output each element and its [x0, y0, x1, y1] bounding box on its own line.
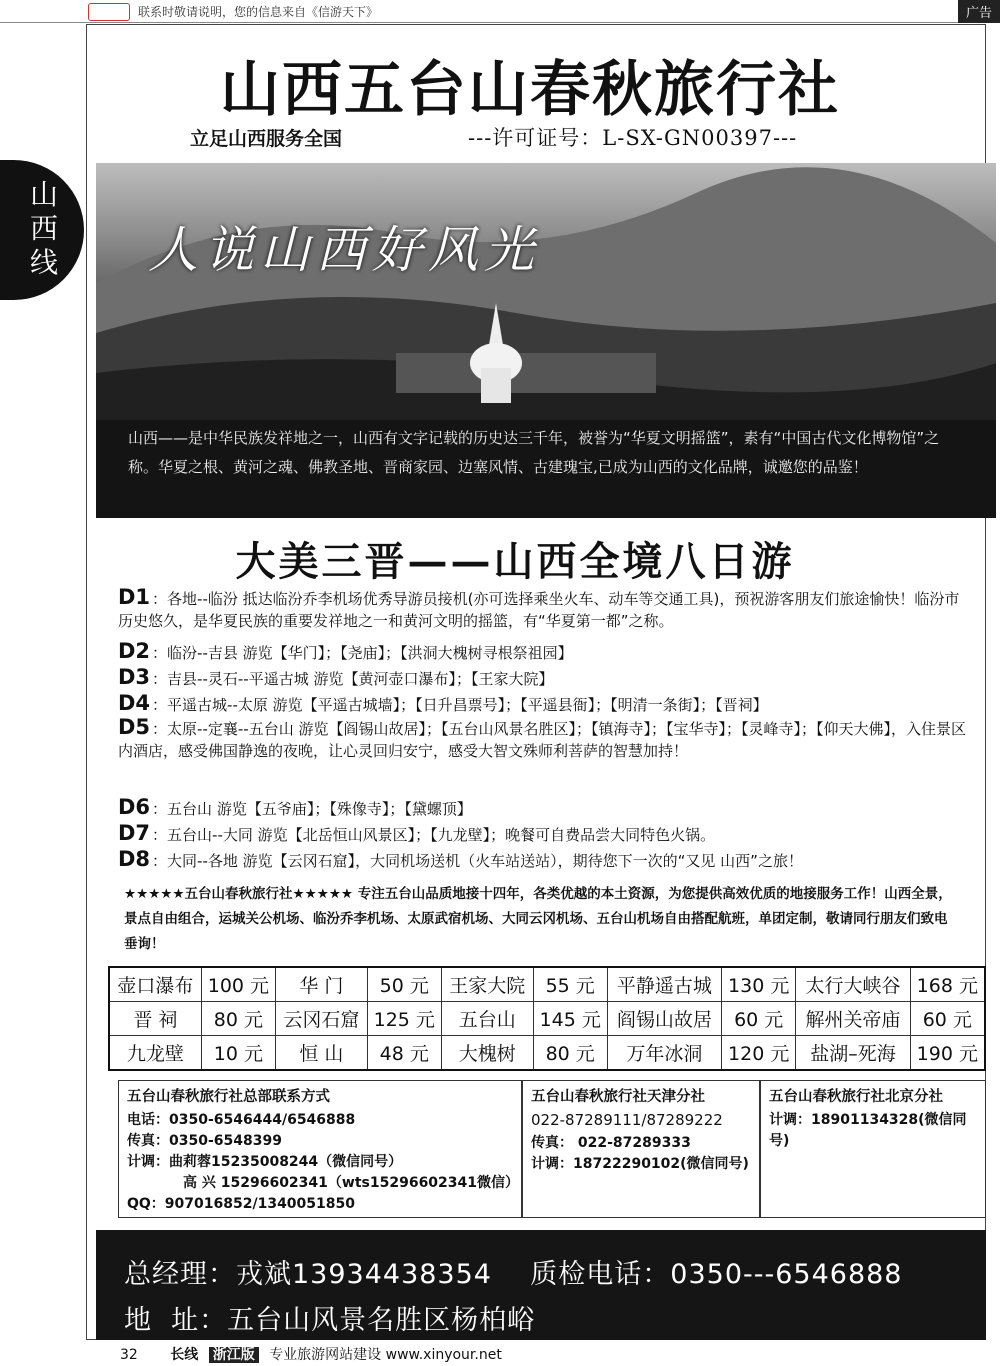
- mountain-temple-illustration: [96, 163, 996, 421]
- tianjin-dispatch: 计调：18722290102(微信同号): [531, 1156, 749, 1172]
- table-row: [109, 1002, 985, 1036]
- section-name: 长线: [170, 1347, 199, 1363]
- ticket-price: 145 元: [533, 1002, 607, 1036]
- price-table: [108, 966, 986, 1071]
- attraction-name: 九龙壁: [109, 1036, 201, 1071]
- attraction-name: 平静遥古城: [607, 967, 721, 1002]
- beijing-heading: 五台山春秋旅行社北京分社: [769, 1089, 943, 1105]
- hq-fax: 传真：0350-6548399: [127, 1133, 282, 1149]
- attraction-name: 云冈石窟: [275, 1002, 367, 1036]
- beijing-dispatch: 计调：18901134328(微信同号): [769, 1112, 967, 1149]
- ticket-price: 130 元: [722, 967, 796, 1002]
- attraction-name: 五台山: [441, 1002, 533, 1036]
- beijing-contact-box: [760, 1080, 986, 1218]
- agency-title: 山西五台山春秋旅行社: [220, 55, 840, 125]
- itinerary-day-4: D4 ：平遥古城--太原 游览【平遥古城墙】；【日升昌票号】；【平遥县衙】；【明清一条街】；【晋祠】: [118, 691, 768, 715]
- ad-label: 广告: [958, 0, 1000, 23]
- hero-calligraphy: 人说山西好风光: [148, 221, 540, 279]
- promo-text: ★★★★★五台山春秋旅行社★★★★★ 专注五台山品质地接十四年，各类优越的本土资源，为您提供高效优质的地接服务工作！山西全景，景点自由组合，运城关公机场、临汾乔李机场、太原武宿机场、大同云冈机场、五台山机场自由搭配航班，单团定制，敬请同行朋友们致电垂询！: [124, 886, 952, 952]
- attraction-name: 太行大峡谷: [796, 967, 910, 1002]
- address: 地 址：五台山风景名胜区杨柏峪: [124, 1305, 536, 1336]
- hq-contact-box: [118, 1080, 522, 1218]
- ticket-price: 50 元: [367, 967, 441, 1002]
- tianjin-phone: 022-87289111/87289222: [531, 1111, 723, 1129]
- ticket-price: 55 元: [533, 967, 607, 1002]
- magazine-logo: [88, 3, 130, 21]
- itinerary-day-8: D8 ：大同--各地 游览【云冈石窟】，大同机场送机（火车站送站），期待您下一次的“又见 山西”之旅！: [118, 847, 803, 871]
- page-footer: [120, 1344, 502, 1364]
- slogan: 立足山西服务全国: [190, 128, 343, 150]
- license-number: ---许可证号：L-SX-GN00397---: [468, 126, 798, 150]
- ticket-price: 190 元: [910, 1036, 985, 1071]
- ticket-price: 125 元: [367, 1002, 441, 1036]
- website-ad: 专业旅游网站建设 www.xinyour.net: [269, 1347, 502, 1363]
- itinerary-day-6: D6 ：五台山 游览【五爷庙】；【殊像寺】；【黛螺顶】: [118, 795, 472, 819]
- source-note: 联系时敬请说明，您的信息来自《信游天下》: [138, 5, 379, 19]
- ticket-price: 48 元: [367, 1036, 441, 1071]
- ticket-price: 80 元: [201, 1002, 275, 1036]
- hq-dispatch-2: 高 兴 15296602341（wts15296602341微信）: [183, 1175, 520, 1191]
- ticket-price: 60 元: [722, 1002, 796, 1036]
- tianjin-fax: 传真： 022-87289333: [531, 1135, 691, 1151]
- ticket-price: 120 元: [722, 1036, 796, 1071]
- attraction-name: 解州关帝庙: [796, 1002, 910, 1036]
- ticket-price: 80 元: [533, 1036, 607, 1071]
- hq-heading: 五台山春秋旅行社总部联系方式: [127, 1089, 330, 1105]
- attraction-name: 大槐树: [441, 1036, 533, 1071]
- table-row: [109, 1036, 985, 1071]
- ticket-price: 168 元: [910, 967, 985, 1002]
- hq-dispatch-1: 计调：曲莉蓉15235008244（微信同号）: [127, 1154, 403, 1170]
- attraction-name: 万年冰洞: [607, 1036, 721, 1071]
- ticket-price: 10 元: [201, 1036, 275, 1071]
- ticket-price: 60 元: [910, 1002, 985, 1036]
- edition-badge: 浙江版: [209, 1347, 259, 1363]
- ticket-price: 100 元: [201, 967, 275, 1002]
- attraction-name: 晋 祠: [109, 1002, 201, 1036]
- hq-phone: 电话：0350-6546444/6546888: [127, 1112, 356, 1128]
- attraction-name: 阎锡山故居: [607, 1002, 721, 1036]
- attraction-name: 华 门: [275, 967, 367, 1002]
- tianjin-heading: 五台山春秋旅行社天津分社: [531, 1089, 705, 1105]
- manager-contact: 总经理：戎斌13934438354 质检电话：0350---6546888: [124, 1259, 903, 1290]
- itinerary-day-1: D1 ：各地--临汾 抵达临汾乔李机场优秀导游员接机(亦可选择乘坐火车、动车等交通工具)，预祝游客朋友们旅途愉快！临汾市历史悠久，是华夏民族的重要发祥地之一和黄河文明的摇篮，有“华夏第一都”之称。: [118, 585, 960, 630]
- intro-text: 山西——是中华民族发祥地之一，山西有文字记载的历史达三千年，被誉为“华夏文明摇篮”，素有“中国古代文化博物馆”之称。华夏之根、黄河之魂、佛教圣地、晋商家园、边塞风情、古建瑰宝,已成为山西的文化品牌，诚邀您的品鉴！: [96, 420, 996, 518]
- hq-qq: QQ：907016852/1340051850: [127, 1196, 355, 1212]
- tianjin-contact-box: [522, 1080, 760, 1218]
- attraction-name: 恒 山: [275, 1036, 367, 1071]
- itinerary-day-2: D2 ：临汾--吉县 游览【华门】；【尧庙】；【洪洞大槐树寻根祭祖园】: [118, 639, 573, 663]
- itinerary-day-5: D5 ：太原--定襄--五台山 游览【阎锡山故居】；【五台山风景名胜区】；【镇海寺】；【宝华寺】；【灵峰寺】；【仰天大佛】，入住景区内酒店，感受佛国静逸的夜晚，让心灵回归安宁，感受大智文殊师利菩萨的智慧加持！: [118, 715, 966, 760]
- section-tab-label: 山西线: [29, 178, 58, 279]
- itinerary-day-3: D3 ：吉县--灵石--平遥古城 游览【黄河壶口瀑布】；【王家大院】: [118, 665, 554, 689]
- attraction-name: 王家大院: [441, 967, 533, 1002]
- table-row: [109, 967, 985, 1002]
- tour-title: 大美三晋——山西全境八日游: [235, 538, 795, 585]
- itinerary-day-7: D7 ：五台山--大同 游览【北岳恒山风景区】；【九龙壁】；晚餐可自费品尝大同特色火锅。: [118, 821, 716, 845]
- hero-photo: [96, 163, 996, 421]
- page-number: 32: [120, 1347, 138, 1363]
- attraction-name: 壶口瀑布: [109, 967, 201, 1002]
- attraction-name: 盐湖–死海: [796, 1036, 910, 1071]
